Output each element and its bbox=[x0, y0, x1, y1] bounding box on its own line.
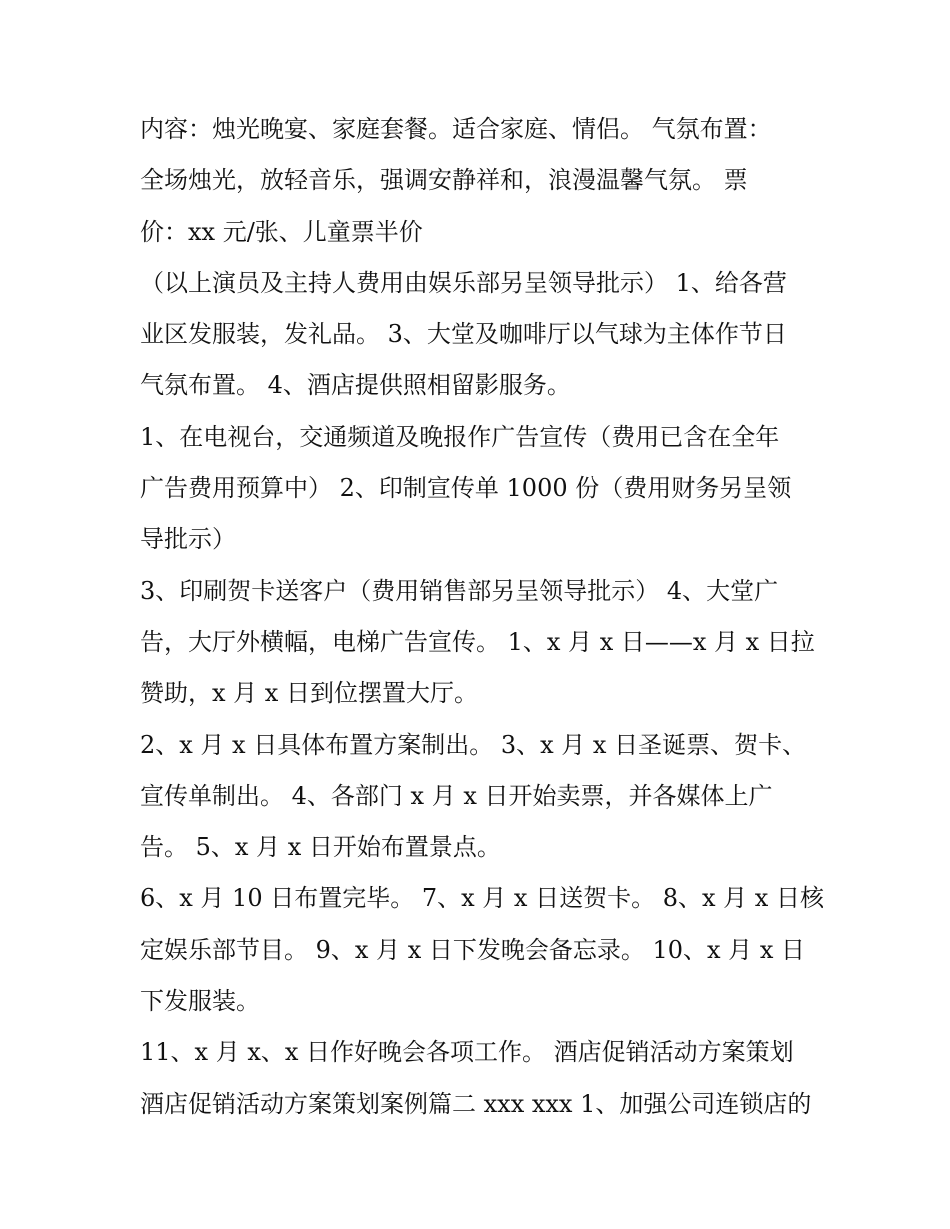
text-line: 宣传单制出。 4、各部门 x 月 x 日开始卖票，并各媒体上广 bbox=[140, 781, 773, 810]
text-line: 酒店促销活动方案策划案例篇二 xxx xxx 1、加强公司连锁店的 bbox=[140, 1089, 812, 1118]
text-line: 广告费用预算中） 2、印制宣传单 1000 份（费用财务另呈领 bbox=[140, 474, 792, 503]
text-line: 11、x 月 x、x 日作好晚会各项工作。 酒店促销活动方案策划 bbox=[140, 1038, 794, 1067]
text-line: 价：xx 元/张、儿童票半价 bbox=[140, 217, 423, 246]
text-line: 告，大厅外横幅，电梯广告宣传。 1、x 月 x 日——x 月 x 日拉 bbox=[140, 627, 815, 656]
text-line: 气氛布置。 4、酒店提供照相留影服务。 bbox=[140, 371, 571, 400]
text-line: 定娱乐部节目。 9、x 月 x 日下发晚会备忘录。 10、x 月 x 日 bbox=[140, 935, 805, 964]
text-line: 告。 5、x 月 x 日开始布置景点。 bbox=[140, 833, 501, 862]
text-line: 下发服装。 bbox=[140, 987, 260, 1016]
text-line: 内容：烛光晚宴、家庭套餐。适合家庭、情侣。 气氛布置： bbox=[140, 115, 772, 143]
text-line: 导批示） bbox=[140, 525, 236, 554]
text-line: 赞助，x 月 x 日到位摆置大厅。 bbox=[140, 679, 478, 708]
text-line: 6、x 月 10 日布置完毕。 7、x 月 x 日送贺卡。 8、x 月 x 日核 bbox=[140, 884, 824, 913]
text-line: 全场烛光，放轻音乐，强调安静祥和，浪漫温馨气氛。 票 bbox=[140, 166, 748, 195]
text-line: 1、在电视台，交通频道及晚报作广告宣传（费用已含在全年 bbox=[140, 422, 780, 451]
text-line: 3、印刷贺卡送客户（费用销售部另呈领导批示） 4、大堂广 bbox=[140, 576, 779, 605]
text-line: （以上演员及主持人费用由娱乐部另呈领导批示） 1、给各营 bbox=[140, 268, 787, 297]
text-line: 2、x 月 x 日具体布置方案制出。 3、x 月 x 日圣诞票、贺卡、 bbox=[140, 730, 807, 759]
text-line: 业区发服装，发礼品。 3、大堂及咖啡厅以气球为主体作节日 bbox=[140, 320, 787, 349]
body-text bbox=[140, 104, 830, 1130]
